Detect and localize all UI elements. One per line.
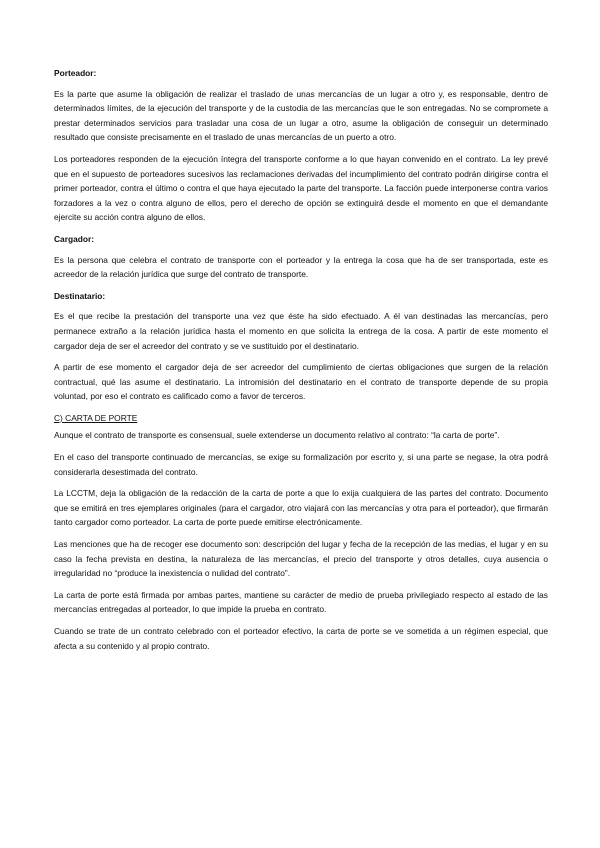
porteador-paragraph-2: Los porteadores responden de la ejecución íntegra del transporte conforme a lo que hayan convenido en el contrato. La ley prevé que en el supuesto de porteadores sucesivos las reclamaciones derivadas del incumplimiento del contrato podrán dirigirse contra el primer porteador, contra el último o contra el que haya ejecutado la parte del transporte. La facción puede interponerse contra varios forzadores a la vez o contra alguno de ellos, pero el derecho de opción se extinguirá desde el momento en que el demandante ejercite su acción contra alguno de ellos. [54, 153, 548, 223]
carta-paragraph-6: Cuando se trate de un contrato celebrado con el porteador efectivo, la carta de porte se ve sometida a un régimen especial, que afecta a su contenido y al propio contrato. [54, 626, 548, 651]
carta-paragraph-5: La carta de porte está firmada por ambas partes, mantiene su carácter de medio de prueba privilegiado respecto al estado de las mercancías entregadas al porteador, lo que impide la prueba en contrato. [54, 589, 548, 615]
destinatario-paragraph-2: A partir de ese momento el cargador deja de ser acreedor del cumplimiento de ciertas obligaciones que surgen de la relación contractual, qué las asume el destinatario. La intromisión del destinatario en el contrato de transporte depende de su propia voluntad, por eso el contrato es calificado como a favor de terceros. [54, 362, 548, 402]
destinatario-paragraph-1: Es el que recibe la prestación del transporte una vez que éste ha sido efectuado. A él van destinadas las mercancías, pero permanece extraño a la relación jurídica hasta el momento en que solicita la entrega de la cosa. A partir de este momento el cargador deja de ser el acreedor del contrato y se ve sustituido por el destinatario. [54, 311, 548, 351]
carta-de-porte-heading: C) CARTA DE PORTE [54, 412, 138, 423]
carta-paragraph-1: Aunque el contrato de transporte es consensual, suele extenderse un documento relativo al contrato: “la carta de porte”. [54, 430, 500, 441]
carta-paragraph-2: En el caso del transporte continuado de mercancías, se exige su formalización por escrito y, si una parte se negase, la otra podrá considerarla desestimada del contrato. [54, 452, 548, 477]
porteador-paragraph-1: Es la parte que asume la obligación de realizar el traslado de unas mercancías de un lugar a otro y, es responsable, dentro de determinados límites, de la ejecución del transporte y de la custodia de las mercancías que le son entregadas. No se compromete a prestar determinados servicios para trasladar una cosa de un lugar a otro, asume la obligación de conseguir un determinado resultado que consiste precisamente en el traslado de unas mercancías de un puerto a otro. [54, 88, 548, 143]
cargador-heading: Cargador: [54, 233, 95, 244]
cargador-paragraph-1: Es la persona que celebra el contrato de transporte con el porteador y la entrega la cosa que ha de ser transportada, este es acreedor de la relación jurídica que surge del contrato de transporte. [54, 254, 548, 280]
destinatario-heading: Destinatario: [54, 290, 106, 301]
carta-paragraph-4: Las menciones que ha de recoger ese documento son: descripción del lugar y fecha de la recepción de las medias, el lugar y en su caso la fecha prevista en destina, la naturaleza de las mercancías, el precio del transporte y otros detalles, cuya ausencia o irregularidad no “produce la inexistencia o nulidad del contrato”. [54, 539, 548, 579]
porteador-heading: Porteador: [54, 68, 97, 78]
carta-paragraph-3: La LCCTM, deja la obligación de la redacción de la carta de porte a que lo exija cualquiera de las partes del contrato. Documento que se emitirá en tres ejemplares originales (para el cargador, otro viajará con las mercancías y otra para el porteador), que firmarán tanto cargador como porteador. La carta de porte puede emitirse electrónicamente. [54, 488, 548, 528]
document-page [54, 66, 548, 660]
